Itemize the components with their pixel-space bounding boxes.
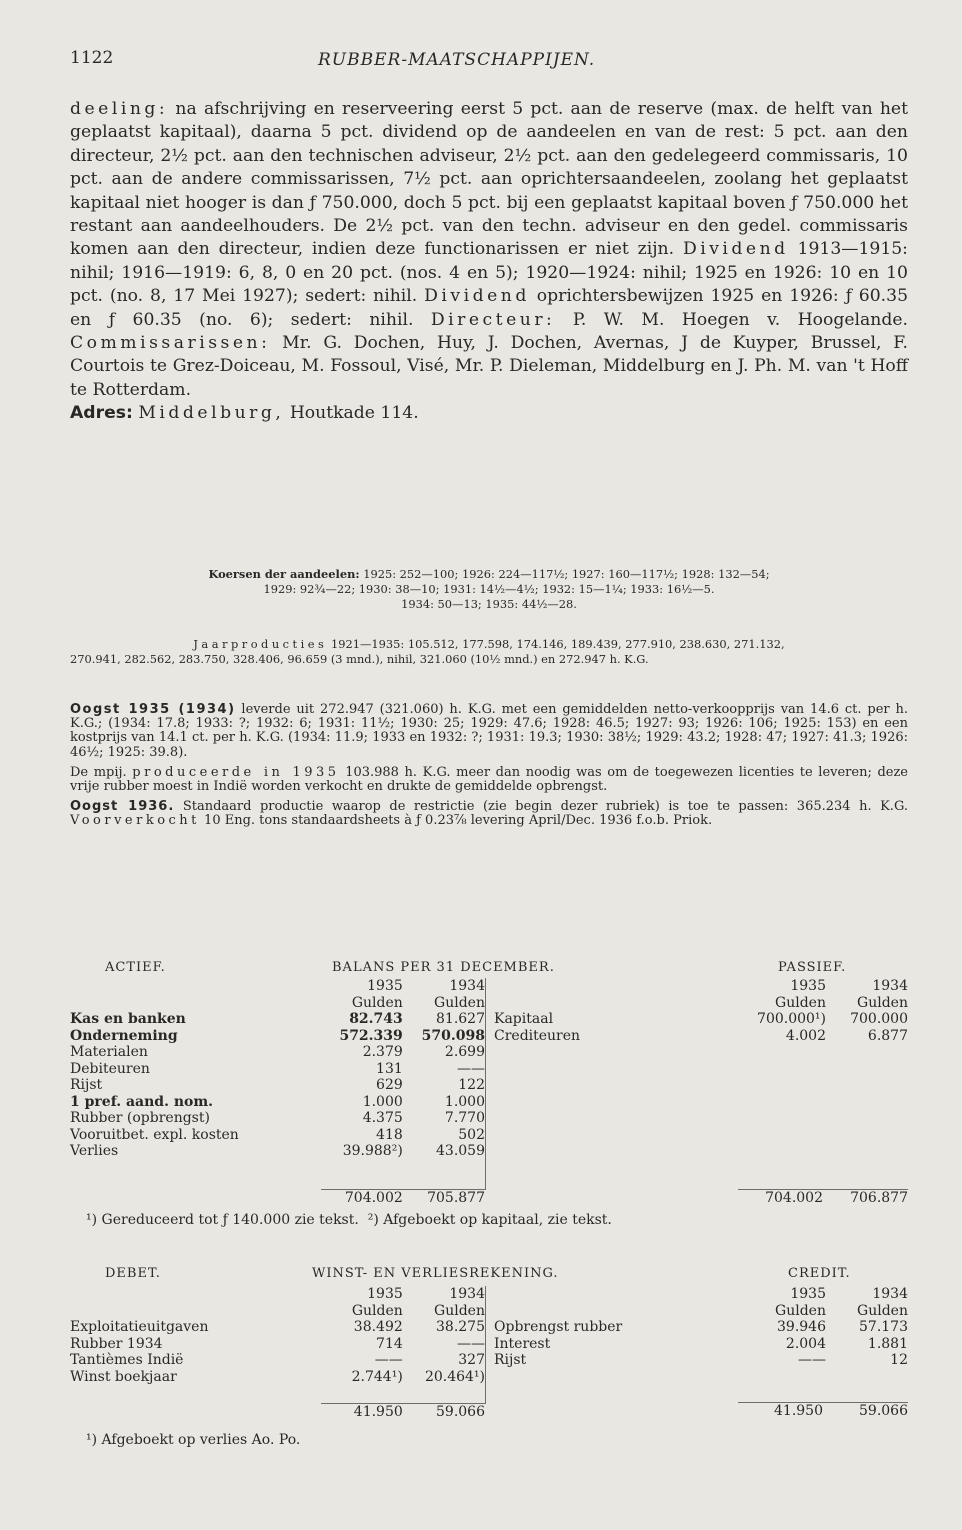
- koersen-line2: 1929: 92¾—22; 1930: 38—10; 1931: 14½—4½; 1932: 15—1¼; 1933: 16½—5.: [263, 582, 715, 597]
- balans-footnote1: Gereduceerd tot ƒ 140.000 zie tekst.: [101, 1212, 359, 1228]
- running-title: RUBBER-MAATSCHAPPIJEN.: [318, 50, 596, 70]
- deeling-label: deeling:: [70, 99, 169, 119]
- page-number: 1122: [70, 48, 114, 68]
- balans-unit: Gulden: [351, 994, 403, 1011]
- winst-total-d-1934: 59.066: [403, 1403, 485, 1420]
- winst-footnote: ¹) Afgeboekt op verlies Ao. Po.: [86, 1432, 301, 1448]
- credit-row: Interest 2.004 1.881: [494, 1335, 908, 1352]
- winst-total-d-1935: 41.950: [321, 1403, 403, 1420]
- oogst1935-text: leverde uit 272.947 (321.060) h. K.G. met een gemiddelden netto-verkoopprijs van 14.6 ct. per h. K.G.; (1934: 17.8; 1933: ?; 1932: 6; 1931: 11½; 1930: 25; 1929: 47.6; 1928: 46.5; 1927: 93; 1926: 106; 1925: 153) en een kostprijs van 14.1 ct. per h. K.G. (1934: 11.9; 1933 en 1932: ?; 1931: 19.3; 1930: 38½; 1929: 43.2; 1928: 47; 1927: 41.3; 1926: 46½; 1925: 39.8).: [70, 702, 908, 760]
- actief-row: Debiteuren 131 ——: [70, 1060, 485, 1077]
- notes-block: [70, 703, 908, 835]
- koersen-line3: 1934: 50—13; 1935: 44½—28.: [401, 597, 577, 612]
- passief-row: Kapitaal 700.000¹) 700.000: [494, 1011, 908, 1027]
- balans-unit: Gulden: [434, 994, 485, 1011]
- balans-left-head: ACTIEF.: [105, 960, 166, 975]
- balans-total-a-1935: 704.002: [321, 1190, 403, 1207]
- dividend-opr-text: oprichtersbewijzen 1925 en 1926: ƒ 60.35 en ƒ 60.35 (no. 6); sedert: nihil.: [70, 286, 909, 330]
- mpij-label: produceerde in 1935: [132, 764, 340, 780]
- dividend-opr-label: Dividend: [424, 286, 530, 307]
- winst-table: [70, 1286, 908, 1420]
- actief-row: Vooruitbet. expl. kosten 418 502: [70, 1126, 485, 1143]
- balans-total-a-1934: 705.877: [403, 1190, 485, 1207]
- mpij-text: 103.988 h. K.G. meer dan noodig was om de toegewezen licenties te leveren; deze vrije rubber moest in Indië worden verkocht en drukte de gemiddelde opbrengst.: [70, 764, 908, 795]
- oogst1936-text1: Standaard productie waarop de restrictie (zie begin dezer rubriek) is toe te passen: 365.234 h. K.G.: [182, 799, 908, 815]
- balans-footnotes: ¹) Gereduceerd tot ƒ 140.000 zie tekst. ²) Afgeboekt op kapitaal, zie tekst.: [86, 1212, 612, 1228]
- actief-row: Materialen 2.379 2.699: [70, 1044, 485, 1060]
- debet-row: Winst boekjaar 2.744¹) 20.464¹): [70, 1368, 485, 1385]
- dividend-text: 1913—1915: nihil; 1916—1919: 6, 8, 0 en 20 pct. (nos. 4 en 5); 1920—1924: nihil; 1925 en 1926: 10 en 10 pct. (no. 8, 17 Mei 1927); sedert: nihil.: [70, 239, 908, 307]
- balans-year-1934: 1934: [449, 978, 485, 994]
- actief-row: Rubber (opbrengst) 4.375 7.770: [70, 1110, 485, 1126]
- credit-row: Rijst —— 12: [494, 1352, 908, 1368]
- debet-row: Rubber 1934 714 ——: [70, 1335, 485, 1352]
- actief-row: 1 pref. aand. nom. 1.000 1.000: [70, 1093, 485, 1110]
- adres-city: Middelburg,: [138, 403, 285, 424]
- directeur-text: P. W. M. Hoegen v. Hoogelande.: [572, 309, 909, 330]
- oogst1936-label: Oogst 1936.: [70, 799, 175, 815]
- winst-total-c-1934: 59.066: [823, 1403, 908, 1420]
- actief-row: Rijst 629 122: [70, 1077, 485, 1093]
- adres-street: Houtkade 114.: [289, 403, 419, 424]
- directeur-label: Directeur:: [430, 309, 556, 330]
- koersen-label: Koersen der aandeelen:: [208, 567, 360, 581]
- balans-total-p-1934: 706.877: [823, 1189, 908, 1206]
- commissarissen-text: Mr. G. Dochen, Huy, J. Dochen, Avernas, J de Kuyper, Brussel, F. Courtois te Grez-Doiceau, M. Fossoul, Visé, Mr. P. Dieleman, Middelburg en J. Ph. M. van 't Hoff te Rotterdam.: [70, 333, 908, 400]
- winst-right-head: CREDIT.: [788, 1266, 851, 1281]
- winst-credit: 1935 1934 Gulden Gulden Opbrengst rubber 39.946 57.173 Interest 2.004 1.881 Rijst —— 12: [485, 1286, 908, 1404]
- winst-debet: 1935 1934 Gulden Gulden Exploitatieuitgaven 38.492 38.275 Rubber 1934 714 —— Tantièmes Indië —— 327 Winst boekjaar 2.744¹) 20.464¹) 41.950 59.066: [70, 1286, 485, 1420]
- passief-row: Crediteuren 4.002 6.877: [494, 1027, 908, 1044]
- jaarproducties-line2: 270.941, 282.562, 283.750, 328.406, 96.659 (3 mnd.), nihil, 321.060 (10½ mnd.) en 272.947 h. K.G.: [70, 652, 649, 667]
- actief-row: Kas en banken 82.743 81.627: [70, 1011, 485, 1027]
- debet-row: Tantièmes Indië —— 327: [70, 1352, 485, 1368]
- oogst1936-text2: 10 Eng. tons standaardsheets à ƒ 0.23⅞ levering April/Dec. 1936 f.o.b. Priok.: [204, 813, 713, 829]
- adres-label: Adres:: [70, 403, 133, 424]
- body-paragraph: [70, 98, 908, 426]
- winst-footnote1: Afgeboekt op verlies Ao. Po.: [101, 1432, 301, 1448]
- balans-passief: 1935 1934 Gulden Gulden Kapitaal 700.000¹) 700.000 Crediteuren 4.002 6.877: [485, 978, 908, 1190]
- balans-right-head: PASSIEF.: [778, 960, 847, 975]
- koersen-block: [70, 567, 908, 613]
- winst-left-head: DEBET.: [105, 1266, 161, 1281]
- balans-footnote2: Afgeboekt op kapitaal, zie tekst.: [383, 1212, 612, 1228]
- dividend-label: Dividend: [682, 239, 789, 260]
- commissarissen-label: Commissarissen:: [70, 333, 271, 354]
- winst-total-c-1935: 41.950: [738, 1403, 823, 1420]
- oogst1935-label: Oogst 1935 (1934): [70, 702, 236, 717]
- oogst1936-label2: Voorverkocht: [70, 813, 200, 829]
- jaarproducties-label: Jaarproducties: [193, 637, 328, 651]
- balans-total-p-1935: 704.002: [738, 1189, 823, 1206]
- actief-row: Verlies 39.988²) 43.059: [70, 1143, 485, 1159]
- koersen-line1: 1925: 252—100; 1926: 224—117½; 1927: 160—117½; 1928: 132—54;: [363, 567, 770, 581]
- actief-row: Onderneming 572.339 570.098: [70, 1027, 485, 1044]
- credit-row: Opbrengst rubber 39.946 57.173: [494, 1319, 908, 1335]
- jaarproducties-line1: 1921—1935: 105.512, 177.598, 174.146, 189.439, 277.910, 238.630, 271.132,: [331, 637, 785, 651]
- mpij-prefix: De mpij.: [70, 764, 127, 780]
- debet-row: Exploitatieuitgaven 38.492 38.275: [70, 1319, 485, 1335]
- balans-table: [70, 978, 908, 1206]
- balans-actief: [70, 978, 485, 1207]
- deeling-text: na afschrijving en reserveering eerst 5 pct. aan de reserve (max. de helft van het geplaatst kapitaal), daarna 5 pct. dividend op de aandeelen en van de rest: 5 pct. aan den directeur, 2½ pct. aan den technischen adviseur, 2½ pct. aan den gedelegeerd commissaris, 10 pct. aan de andere commissarissen, 7½ pct. aan oprichtersaandeelen, zoolang het geplaatst kapitaal niet hooger is dan ƒ 750.000, doch 5 pct. bij een geplaatst kapitaal boven ƒ 750.000 het restant aan aandeelhouders. De 2½ pct. van den techn. adviseur en den gedel. commissaris komen aan den directeur, indien deze functionarissen er niet zijn.: [70, 99, 908, 260]
- balans-title: BALANS PER 31 DECEMBER.: [332, 960, 555, 975]
- balans-year-1935: 1935: [367, 978, 403, 994]
- jaarproducties-block: [70, 637, 908, 667]
- winst-title: WINST- EN VERLIESREKENING.: [312, 1266, 559, 1281]
